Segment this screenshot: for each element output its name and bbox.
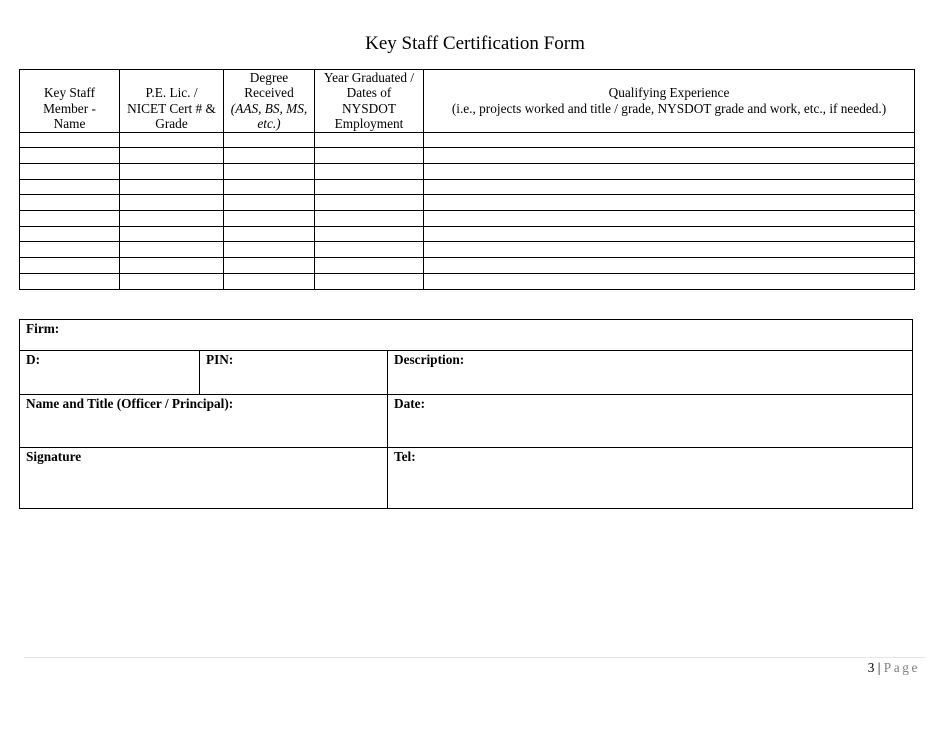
license-cell[interactable] (120, 258, 224, 274)
name-cell[interactable] (20, 242, 120, 258)
degree-cell[interactable] (224, 195, 315, 211)
firm-info-table (19, 319, 913, 509)
description-label: Description: (394, 352, 465, 367)
form-title: Key Staff Certification Form (365, 33, 585, 54)
table-row (20, 211, 915, 227)
signature-label: Signature (26, 449, 82, 464)
year-cell[interactable] (315, 211, 424, 227)
firm-label: Firm: (26, 321, 60, 336)
degree-cell[interactable] (224, 164, 315, 180)
key-staff-table (19, 69, 915, 290)
degree-cell[interactable] (224, 242, 315, 258)
footer-divider (24, 657, 926, 658)
name-cell[interactable] (20, 211, 120, 227)
name-title-field[interactable] (20, 395, 388, 448)
experience-cell[interactable] (424, 258, 915, 274)
year-cell[interactable] (315, 273, 424, 289)
year-cell[interactable] (315, 258, 424, 274)
header-year-graduated: Year Graduated / Dates of NYSDOT Employment (315, 70, 424, 133)
experience-cell[interactable] (424, 132, 915, 148)
d-field[interactable] (20, 351, 200, 395)
degree-cell[interactable] (224, 148, 315, 164)
table-row (20, 164, 915, 180)
experience-cell[interactable] (424, 164, 915, 180)
tel-field[interactable] (388, 448, 913, 509)
degree-cell[interactable] (224, 132, 315, 148)
license-cell[interactable] (120, 242, 224, 258)
name-cell[interactable] (20, 148, 120, 164)
table-header-row (20, 70, 915, 133)
key-staff-table-body (20, 132, 915, 289)
license-cell[interactable] (120, 148, 224, 164)
license-cell[interactable] (120, 179, 224, 195)
name-cell[interactable] (20, 179, 120, 195)
name-cell[interactable] (20, 164, 120, 180)
table-row (20, 179, 915, 195)
year-cell[interactable] (315, 179, 424, 195)
year-cell[interactable] (315, 132, 424, 148)
date-field[interactable] (388, 395, 913, 448)
footer-separator: | (877, 660, 881, 675)
header-degree-received: Degree Received (AAS, BS, MS, etc.) (224, 70, 315, 133)
header-qualifying-experience: Qualifying Experience (i.e., projects worked and title / grade, NYSDOT grade and work, etc., if needed.) (424, 70, 915, 133)
degree-cell[interactable] (224, 211, 315, 227)
name-cell[interactable] (20, 132, 120, 148)
table-row (20, 195, 915, 211)
license-cell[interactable] (120, 164, 224, 180)
license-cell[interactable] (120, 195, 224, 211)
name-cell[interactable] (20, 195, 120, 211)
pin-label: PIN: (206, 352, 234, 367)
name-cell[interactable] (20, 273, 120, 289)
degree-cell[interactable] (224, 273, 315, 289)
degree-cell[interactable] (224, 258, 315, 274)
experience-cell[interactable] (424, 273, 915, 289)
table-row (20, 258, 915, 274)
experience-cell[interactable] (424, 148, 915, 164)
license-cell[interactable] (120, 211, 224, 227)
page-number: 3 (867, 660, 875, 675)
degree-cell[interactable] (224, 179, 315, 195)
degree-cell[interactable] (224, 226, 315, 242)
year-cell[interactable] (315, 226, 424, 242)
year-cell[interactable] (315, 164, 424, 180)
table-row (20, 148, 915, 164)
page-label: Page (883, 660, 920, 675)
year-cell[interactable] (315, 195, 424, 211)
pin-field[interactable] (200, 351, 388, 395)
table-row (20, 226, 915, 242)
d-label: D: (26, 352, 41, 367)
date-label: Date: (394, 396, 426, 411)
experience-cell[interactable] (424, 211, 915, 227)
table-row (20, 273, 915, 289)
name-title-label: Name and Title (Officer / Principal): (26, 396, 234, 411)
signature-field[interactable] (20, 448, 388, 509)
license-cell[interactable] (120, 273, 224, 289)
header-pe-license-nicet: P.E. Lic. / NICET Cert # & Grade (120, 70, 224, 133)
experience-cell[interactable] (424, 226, 915, 242)
experience-cell[interactable] (424, 195, 915, 211)
year-cell[interactable] (315, 242, 424, 258)
page-footer (868, 660, 920, 676)
firm-field[interactable] (20, 320, 913, 351)
table-row (20, 242, 915, 258)
tel-label: Tel: (394, 449, 416, 464)
name-cell[interactable] (20, 226, 120, 242)
experience-cell[interactable] (424, 179, 915, 195)
name-cell[interactable] (20, 258, 120, 274)
year-cell[interactable] (315, 148, 424, 164)
license-cell[interactable] (120, 226, 224, 242)
description-field[interactable] (388, 351, 913, 395)
table-row (20, 132, 915, 148)
license-cell[interactable] (120, 132, 224, 148)
experience-cell[interactable] (424, 242, 915, 258)
header-key-staff-member-name: Key Staff Member - Name (20, 70, 120, 133)
